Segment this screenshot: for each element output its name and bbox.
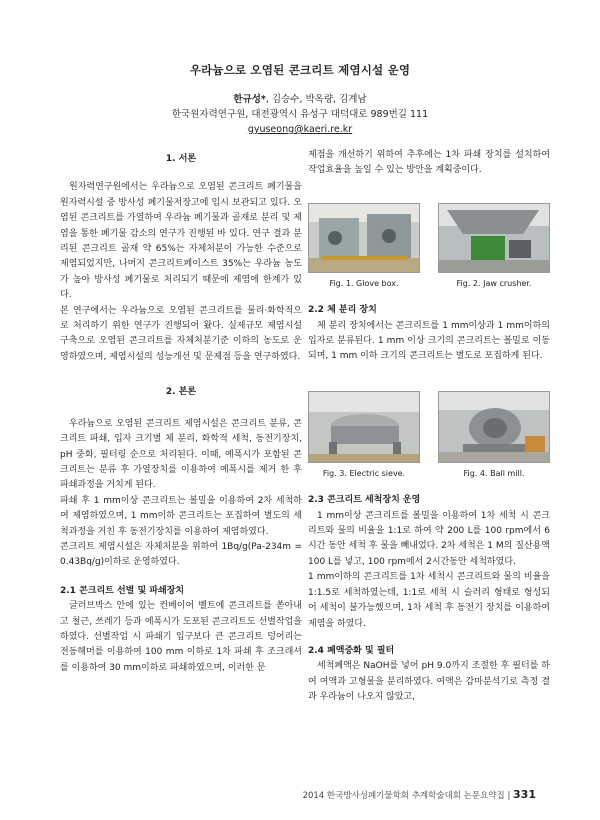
figure-2-caption: Fig. 2. Jaw crusher. [456, 278, 532, 288]
section-2-4-heading: 2.4 폐액중화 및 필터 [308, 645, 395, 656]
author-block [0, 92, 600, 137]
footer-text: 2014 한국방사성폐기물학회 추계학술대회 논문요약집 [302, 791, 505, 801]
intro-paragraph-1: 원자력연구원에서는 우라늄으로 오염된 콘크리트 폐기물을 원자력시설 중 방사성 폐기물저장고에 임시 보관되고 있다. 오염된 콘크리트를 가열하여 우라늄 폐기물과 골재로 분리 및 제염을 통한 폐기물 감소의 연구가 진행된 바 있다. 연구 결과 분리된 콘크리트 골재 약 65%는 자체처분이 가능한 수준으로 제염되었지만, 나머지 콘크리트페이스트 35%는 우라늄 농도가 높아 방사성 폐기물로 처리되기 때문에 제염에 한계가 있다. [60, 182, 302, 301]
section-2-1-heading: 2.1 콘크리트 선별 및 파쇄장치 [60, 585, 185, 596]
right-paragraph-1: 제점을 개선하기 위하여 추후에는 1차 파쇄 장치를 설치하여 작업효율을 높일 수 있는 방안을 계획중이다. [308, 150, 550, 176]
page-number: 331 [513, 788, 536, 801]
intro-paragraph-2: 본 연구에서는 우라늄으로 오염된 콘크리트를 물리·화학적으로 처리하기 위한 연구가 진행되어 왔다. 실제규모 제염시설 구축으로 오염된 콘크리트를 자체처분기준 이하의 농도로 운영하였으며, 제염시설의 성능개선 및 문제점 등을 연구하였다. [60, 305, 302, 362]
glove-box-photo [308, 203, 420, 273]
section-2-3-paragraph-2: 1 mm이하의 콘크리트를 1차 세척시 콘크리트와 물의 비율을 1:1.5로 세척하였는데, 1:1로 세척 시 슬러리 형태로 형성되어 세척이 불가능했으며, 1차 세척 후 동전기 장치를 이용하여 제염을 하였다. [308, 572, 550, 629]
body-paragraph-2: 파쇄 후 1 mm이상 콘크리트는 볼밀을 이용하여 2차 세척하여 제염하였으며, 1 mm이하 콘크리트는 포집하여 별도의 세척과정을 거친 후 동전기장치를 이용하여 제염하였다. [60, 495, 302, 537]
figure-2 [438, 203, 550, 291]
page-footer [303, 788, 536, 801]
section-2-1-paragraph: 글러브박스 안에 있는 컨베이어 벨트에 콘크리트를 쏟아내고 철근, 쓰레기 등과 에폭시가 도포된 콘크리트도 선별작업을 하였다. 선별작업 시 파쇄기 입구보다 큰 콘크리트 덩어리는 전동해머를 이용하여 100 mm 이하로 1차 파쇄 후 조크래셔를 이용하여 30 mm이하로 파쇄하였으며, 이러한 문 [60, 601, 302, 673]
electric-sieve-photo [308, 391, 420, 463]
ball-mill-photo [438, 391, 550, 463]
intro-heading: 1. 서론 [165, 154, 197, 164]
co-authors: , 김승수, 박옥량, 김계남 [265, 94, 367, 105]
jaw-crusher-photo [438, 203, 550, 273]
body-paragraph-1: 우라늄으로 오염된 콘크리트 제염시설은 콘크리트 분류, 콘크리트 파쇄, 입자 크기별 체 분리, 화학적 세척, 동전기장치, pH 중화, 필터링 순으로 처리된다. 이때, 예폭시가 포함된 콘크리트는 분류 후 가열장치를 이용하여 예폭시를 제거 한 후 파쇄과정을 거치게 된다. [60, 418, 302, 491]
body-paragraph-3: 콘크리트 제염시설은 자체처분을 위하여 1Bq/g(Pa-234m = 0.43Bq/g)이하로 운영하였다. [60, 541, 302, 568]
figure-row-1 [308, 203, 550, 291]
paper-title: 우라늄으로 오염된 콘크리트 제염시설 운영 [189, 63, 411, 77]
figure-3-caption: Fig. 3. Electric sieve. [322, 468, 406, 478]
affiliation: 한국원자력연구원, 대전광역시 유성구 대덕대로 989번길 111 [171, 109, 429, 120]
figure-row-2 [308, 391, 550, 481]
right-column [308, 148, 550, 706]
figure-4-caption: Fig. 4. Ball mill. [463, 468, 525, 478]
figure-1 [308, 203, 420, 291]
author-email[interactable]: gyuseong@kaeri.re.kr [247, 124, 353, 135]
section-2-4-paragraph: 세척폐액은 NaOH를 넣어 pH 9.0까지 조절한 후 필터를 하여 여액과 고형물을 분리하였다. 여액은 감마분석기로 측정 결과 우라늄이 나오지 않았고, [308, 661, 550, 703]
author-names [0, 92, 600, 107]
section-2-3-paragraph-1: 1 mm이상 콘크리트를 볼밀을 이용하여 1차 세척 시 콘크리트와 물의 비율을 1:1로 하여 약 200 L를 100 rpm에서 6시간 동안 세척 후 물을 빼내었다. 2차 세척은 1 M의 질산용액 100 L를 넣고, 100 rpm에서 2시간동안 세척하였다. [308, 510, 550, 567]
body-heading: 2. 본론 [165, 387, 197, 398]
figure-1-caption: Fig. 1. Glove box. [329, 278, 399, 288]
figure-4 [438, 391, 550, 481]
section-2-3-heading: 2.3 콘크리트 세척장치 운영 [308, 495, 421, 506]
footer-separator: | [507, 791, 511, 801]
section-2-2-paragraph: 체 분리 장치에서는 콘크리트를 1 mm이상과 1 mm이하의 입자로 분류된다. 1 mm 이상 크기의 콘크리트는 볼밀로 이동되며, 1 mm 이하 크기의 콘크리트는 별도로 포집하게 된다. [308, 320, 550, 362]
section-2-2-heading: 2.2 체 분리 장치 [308, 305, 377, 316]
lead-author: 한규성* [233, 94, 266, 105]
left-column [60, 148, 302, 676]
figure-3 [308, 391, 420, 481]
